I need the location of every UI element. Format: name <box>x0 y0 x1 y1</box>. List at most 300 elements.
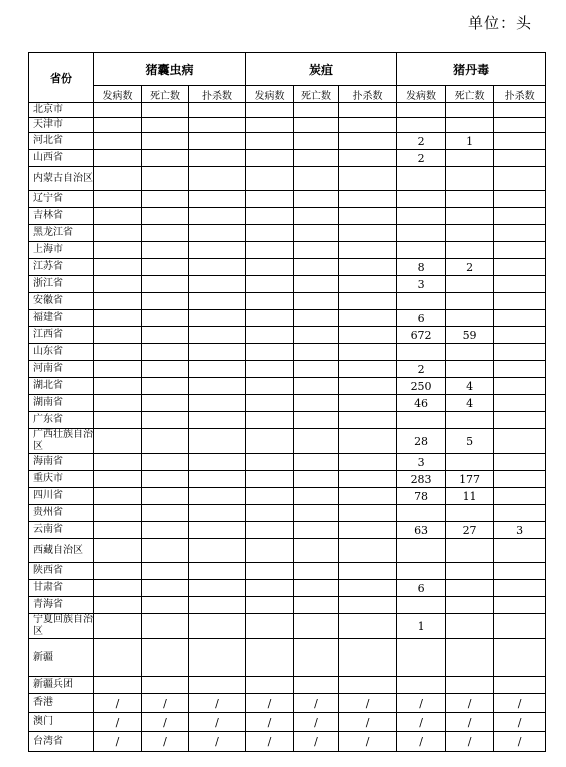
value-cell <box>494 242 546 259</box>
value-cell <box>494 597 546 614</box>
value-cell: 2 <box>446 259 494 276</box>
value-cell <box>246 563 294 580</box>
value-cell <box>189 344 246 361</box>
value-cell <box>246 539 294 563</box>
value-cell <box>494 539 546 563</box>
value-cell <box>94 563 142 580</box>
value-cell <box>397 597 446 614</box>
value-cell <box>339 118 397 133</box>
province-name: 香港 <box>29 694 94 713</box>
value-cell <box>94 150 142 167</box>
table-row <box>29 327 546 344</box>
value-cell <box>339 310 397 327</box>
province-name: 甘肃省 <box>29 580 94 597</box>
value-cell <box>142 276 189 293</box>
value-cell <box>494 471 546 488</box>
value-cell <box>94 259 142 276</box>
value-cell <box>446 505 494 522</box>
province-name: 贵州省 <box>29 505 94 522</box>
value-cell <box>189 563 246 580</box>
table-row <box>29 639 546 677</box>
value-cell <box>142 133 189 150</box>
value-cell <box>294 150 339 167</box>
value-cell <box>142 454 189 471</box>
value-cell <box>494 133 546 150</box>
value-cell <box>339 276 397 293</box>
value-cell <box>246 522 294 539</box>
value-cell <box>446 310 494 327</box>
value-cell <box>142 310 189 327</box>
value-cell: 63 <box>397 522 446 539</box>
value-cell: 3 <box>397 276 446 293</box>
value-cell <box>142 563 189 580</box>
table-row <box>29 259 546 276</box>
value-cell: / <box>294 694 339 713</box>
value-cell <box>246 639 294 677</box>
value-cell <box>339 208 397 225</box>
value-cell <box>397 167 446 191</box>
value-cell <box>294 580 339 597</box>
value-cell <box>246 378 294 395</box>
value-cell <box>294 310 339 327</box>
table-row <box>29 713 546 732</box>
value-cell <box>294 597 339 614</box>
value-cell <box>189 539 246 563</box>
table-row <box>29 429 546 454</box>
value-cell: / <box>94 713 142 732</box>
value-cell <box>94 395 142 412</box>
province-name: 山西省 <box>29 150 94 167</box>
value-cell <box>142 395 189 412</box>
value-cell <box>94 614 142 639</box>
value-cell <box>94 488 142 505</box>
value-cell <box>339 429 397 454</box>
value-cell: 2 <box>397 361 446 378</box>
value-cell <box>446 118 494 133</box>
province-name: 山东省 <box>29 344 94 361</box>
value-cell <box>189 225 246 242</box>
table-row <box>29 103 546 118</box>
value-cell <box>294 563 339 580</box>
table-row <box>29 191 546 208</box>
value-cell: / <box>142 694 189 713</box>
table-row <box>29 378 546 395</box>
value-cell <box>446 361 494 378</box>
value-cell <box>246 259 294 276</box>
table-row <box>29 505 546 522</box>
province-name: 河北省 <box>29 133 94 150</box>
value-cell: 6 <box>397 580 446 597</box>
value-cell <box>446 167 494 191</box>
value-cell <box>246 208 294 225</box>
value-cell: 6 <box>397 310 446 327</box>
sub-header: 扑杀数 <box>339 86 397 103</box>
value-cell: / <box>294 713 339 732</box>
value-cell <box>142 505 189 522</box>
province-name: 上海市 <box>29 242 94 259</box>
province-name: 天津市 <box>29 118 94 133</box>
value-cell <box>494 310 546 327</box>
value-cell <box>339 395 397 412</box>
province-name: 新疆兵团 <box>29 677 94 694</box>
value-cell: 46 <box>397 395 446 412</box>
value-cell <box>397 344 446 361</box>
value-cell <box>494 103 546 118</box>
value-cell <box>397 242 446 259</box>
sub-header: 死亡数 <box>446 86 494 103</box>
value-cell <box>246 505 294 522</box>
value-cell <box>494 563 546 580</box>
value-cell <box>494 118 546 133</box>
value-cell <box>142 191 189 208</box>
value-cell <box>246 327 294 344</box>
value-cell <box>189 677 246 694</box>
table-row <box>29 310 546 327</box>
value-cell <box>446 150 494 167</box>
value-cell <box>339 471 397 488</box>
value-cell <box>446 103 494 118</box>
value-cell <box>189 133 246 150</box>
table-row <box>29 276 546 293</box>
disease-table <box>28 52 546 752</box>
table-row <box>29 167 546 191</box>
value-cell <box>339 327 397 344</box>
value-cell <box>246 412 294 429</box>
table-row <box>29 293 546 310</box>
value-cell <box>339 563 397 580</box>
table-row <box>29 225 546 242</box>
value-cell <box>294 429 339 454</box>
value-cell <box>294 539 339 563</box>
value-cell <box>94 361 142 378</box>
value-cell <box>94 133 142 150</box>
value-cell <box>246 118 294 133</box>
unit-label: 单位：头 <box>467 14 532 32</box>
value-cell: 1 <box>446 133 494 150</box>
value-cell <box>494 395 546 412</box>
table-row <box>29 395 546 412</box>
province-name: 四川省 <box>29 488 94 505</box>
value-cell <box>397 293 446 310</box>
value-cell: / <box>446 694 494 713</box>
value-cell <box>142 167 189 191</box>
value-cell: / <box>94 732 142 752</box>
value-cell <box>397 225 446 242</box>
value-cell <box>339 225 397 242</box>
value-cell <box>246 167 294 191</box>
value-cell <box>189 580 246 597</box>
value-cell: / <box>339 732 397 752</box>
value-cell <box>142 225 189 242</box>
value-cell <box>189 454 246 471</box>
value-cell <box>294 293 339 310</box>
value-cell <box>246 133 294 150</box>
province-name: 澳门 <box>29 713 94 732</box>
value-cell <box>339 378 397 395</box>
value-cell <box>94 597 142 614</box>
value-cell <box>142 580 189 597</box>
value-cell <box>246 293 294 310</box>
province-header: 省份 <box>29 53 94 103</box>
value-cell: / <box>446 732 494 752</box>
value-cell <box>294 378 339 395</box>
table-row <box>29 597 546 614</box>
province-name: 江苏省 <box>29 259 94 276</box>
province-name: 安徽省 <box>29 293 94 310</box>
table-row <box>29 563 546 580</box>
value-cell <box>494 327 546 344</box>
value-cell <box>339 167 397 191</box>
value-cell <box>446 191 494 208</box>
value-cell <box>189 378 246 395</box>
sub-header: 扑杀数 <box>494 86 546 103</box>
value-cell <box>94 677 142 694</box>
table-row <box>29 133 546 150</box>
value-cell: / <box>189 694 246 713</box>
table-row <box>29 242 546 259</box>
value-cell <box>142 208 189 225</box>
value-cell: / <box>189 713 246 732</box>
value-cell <box>397 103 446 118</box>
value-cell <box>446 293 494 310</box>
value-cell <box>397 505 446 522</box>
value-cell <box>397 118 446 133</box>
province-name: 陕西省 <box>29 563 94 580</box>
value-cell: 78 <box>397 488 446 505</box>
value-cell: 59 <box>446 327 494 344</box>
value-cell <box>446 225 494 242</box>
value-cell <box>339 488 397 505</box>
value-cell <box>246 310 294 327</box>
value-cell <box>294 639 339 677</box>
value-cell <box>246 191 294 208</box>
value-cell <box>142 488 189 505</box>
value-cell <box>294 242 339 259</box>
province-name: 台湾省 <box>29 732 94 752</box>
value-cell <box>94 276 142 293</box>
sub-header: 死亡数 <box>294 86 339 103</box>
value-cell <box>142 344 189 361</box>
value-cell <box>339 539 397 563</box>
value-cell <box>339 133 397 150</box>
value-cell <box>142 471 189 488</box>
value-cell <box>94 191 142 208</box>
value-cell <box>246 677 294 694</box>
table-row <box>29 471 546 488</box>
value-cell <box>294 471 339 488</box>
value-cell <box>94 429 142 454</box>
value-cell <box>246 580 294 597</box>
value-cell: 5 <box>446 429 494 454</box>
province-name: 广西壮族自治区 <box>29 429 94 454</box>
value-cell <box>294 522 339 539</box>
value-cell <box>397 639 446 677</box>
value-cell <box>494 412 546 429</box>
value-cell: / <box>246 713 294 732</box>
value-cell: 3 <box>494 522 546 539</box>
table-row <box>29 580 546 597</box>
value-cell <box>339 150 397 167</box>
value-cell: / <box>339 694 397 713</box>
sub-header: 发病数 <box>94 86 142 103</box>
value-cell <box>397 412 446 429</box>
value-cell <box>189 310 246 327</box>
value-cell <box>494 614 546 639</box>
value-cell: 283 <box>397 471 446 488</box>
value-cell <box>294 505 339 522</box>
value-cell: / <box>494 694 546 713</box>
value-cell: 250 <box>397 378 446 395</box>
value-cell <box>246 242 294 259</box>
value-cell <box>446 208 494 225</box>
province-name: 浙江省 <box>29 276 94 293</box>
value-cell <box>142 259 189 276</box>
province-name: 湖南省 <box>29 395 94 412</box>
value-cell <box>246 614 294 639</box>
province-name: 北京市 <box>29 103 94 118</box>
value-cell <box>494 167 546 191</box>
value-cell <box>94 208 142 225</box>
table-row <box>29 694 546 713</box>
value-cell <box>246 429 294 454</box>
province-name: 河南省 <box>29 361 94 378</box>
value-cell <box>446 677 494 694</box>
table-row <box>29 732 546 752</box>
value-cell <box>446 344 494 361</box>
table-row <box>29 118 546 133</box>
value-cell <box>189 208 246 225</box>
value-cell <box>94 412 142 429</box>
province-name: 云南省 <box>29 522 94 539</box>
value-cell <box>339 580 397 597</box>
table-row <box>29 150 546 167</box>
province-name: 西藏自治区 <box>29 539 94 563</box>
value-cell <box>189 167 246 191</box>
value-cell <box>494 580 546 597</box>
value-cell <box>189 118 246 133</box>
value-cell <box>246 344 294 361</box>
value-cell <box>294 677 339 694</box>
value-cell: 11 <box>446 488 494 505</box>
table-row <box>29 539 546 563</box>
value-cell <box>339 103 397 118</box>
value-cell <box>142 597 189 614</box>
value-cell <box>339 344 397 361</box>
value-cell <box>339 454 397 471</box>
value-cell <box>397 191 446 208</box>
value-cell <box>94 580 142 597</box>
value-cell <box>494 344 546 361</box>
value-cell <box>189 276 246 293</box>
value-cell <box>142 293 189 310</box>
value-cell: 672 <box>397 327 446 344</box>
value-cell <box>294 133 339 150</box>
province-name: 宁夏回族自治区 <box>29 614 94 639</box>
value-cell <box>294 614 339 639</box>
value-cell <box>294 488 339 505</box>
value-cell <box>94 471 142 488</box>
group-header-cysticercosis: 猪囊虫病 <box>94 53 246 86</box>
value-cell: / <box>446 713 494 732</box>
value-cell <box>446 412 494 429</box>
value-cell <box>142 412 189 429</box>
value-cell <box>94 505 142 522</box>
value-cell: 27 <box>446 522 494 539</box>
value-cell <box>142 429 189 454</box>
value-cell <box>294 327 339 344</box>
province-name: 湖北省 <box>29 378 94 395</box>
value-cell <box>189 522 246 539</box>
sub-header: 发病数 <box>246 86 294 103</box>
value-cell <box>189 103 246 118</box>
value-cell: / <box>246 732 294 752</box>
value-cell <box>142 242 189 259</box>
value-cell <box>446 454 494 471</box>
value-cell <box>94 103 142 118</box>
value-cell <box>142 522 189 539</box>
value-cell: / <box>142 732 189 752</box>
value-cell: / <box>339 713 397 732</box>
value-cell <box>494 191 546 208</box>
value-cell <box>446 614 494 639</box>
sub-header: 发病数 <box>397 86 446 103</box>
value-cell <box>94 454 142 471</box>
value-cell <box>294 167 339 191</box>
value-cell <box>142 614 189 639</box>
value-cell <box>246 103 294 118</box>
province-name: 江西省 <box>29 327 94 344</box>
table-row <box>29 614 546 639</box>
value-cell <box>142 677 189 694</box>
table-row <box>29 208 546 225</box>
value-cell: 1 <box>397 614 446 639</box>
value-cell <box>339 677 397 694</box>
value-cell <box>189 259 246 276</box>
value-cell <box>142 118 189 133</box>
value-cell <box>494 150 546 167</box>
table-row <box>29 677 546 694</box>
value-cell <box>294 276 339 293</box>
province-name: 广东省 <box>29 412 94 429</box>
value-cell <box>246 225 294 242</box>
group-header-erysipelas: 猪丹毒 <box>397 53 546 86</box>
value-cell <box>446 539 494 563</box>
value-cell <box>494 677 546 694</box>
value-cell <box>339 259 397 276</box>
value-cell <box>246 488 294 505</box>
value-cell <box>446 276 494 293</box>
value-cell: 8 <box>397 259 446 276</box>
sub-header: 死亡数 <box>142 86 189 103</box>
value-cell <box>246 597 294 614</box>
value-cell <box>294 412 339 429</box>
group-header-anthrax: 炭疽 <box>246 53 397 86</box>
value-cell <box>494 225 546 242</box>
value-cell <box>142 361 189 378</box>
value-cell <box>189 191 246 208</box>
value-cell <box>294 395 339 412</box>
sub-header: 扑杀数 <box>189 86 246 103</box>
value-cell <box>494 361 546 378</box>
value-cell <box>397 677 446 694</box>
province-name: 黑龙江省 <box>29 225 94 242</box>
value-cell <box>339 191 397 208</box>
value-cell <box>339 361 397 378</box>
value-cell <box>339 639 397 677</box>
value-cell <box>494 208 546 225</box>
province-name: 辽宁省 <box>29 191 94 208</box>
value-cell <box>94 327 142 344</box>
